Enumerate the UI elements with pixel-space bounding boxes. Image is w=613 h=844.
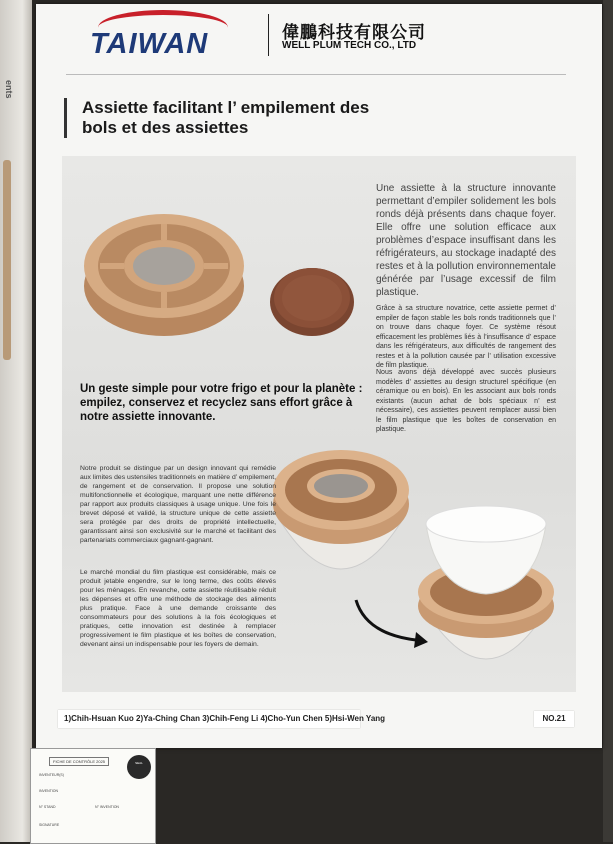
headline: Un geste simple pour votre frigo et pour la planète : empilez, conservez et recyclez sans effort grâce à notre assiette innovante.	[80, 383, 363, 423]
poster	[36, 4, 602, 748]
arrow-icon	[356, 600, 416, 640]
company-name-cn: 偉鵬科技有限公司	[282, 23, 426, 42]
wall-right	[603, 0, 613, 842]
bowl-with-plate-image	[273, 450, 409, 569]
company-name-en: WELL PLUM TECH CO., LTD	[282, 40, 417, 51]
card-row-invention-no: N° INVENTION	[95, 805, 119, 809]
award-seal-icon: SEAL	[127, 755, 151, 779]
neighbor-poster-image	[3, 160, 11, 360]
card-row-invention: INVENTION	[39, 789, 59, 793]
small-dish-image	[270, 268, 354, 336]
logo-text: TAIWAN	[90, 28, 209, 60]
card-header: FICHE DE CONTRÔLE 2025	[49, 757, 109, 766]
control-card	[30, 748, 156, 844]
body-paragraph-2: Le marché mondial du film plastique est considérable, mais ce produit jetable engendre, sur le long terme, des coûts élevés pour les ménages. En revanche, cette assiette réutilisable réduit les dépenses et offre une méthode de stockage des aliments plus pratique. Face à une demande croissante des consommateurs pour des solutions à la fois écologiques et pratiques, cette innovation est destinée à remplacer progressivement le film plastique et les boîtes de conservation, devenant ainsi un indispensable pour les foyers de demain.	[80, 569, 276, 648]
card-row-signature: SIGNATURE	[39, 823, 60, 827]
poster-title: Assiette facilitant l’ empilement des bols et des assiettes	[82, 98, 370, 137]
card-row-stand: N° STAND	[39, 805, 56, 809]
body-paragraph-1: Notre produit se distingue par un design innovant qui remédie aux limites des ustensiles traditionnels en matière d’ empilement, de rangement et de conservation. Il propose une solution multifonctionnelle et écologique, marquant une nette différence par rapport aux produits classiques à usage unique. Une fois le brevet déposé et validé, la structure unique de cette assiette sera protégée par des droits de propriété intellectuelle, garantissant ainsi son exclusivité sur le marché et facilitant des partenariats commerciaux gagnant-gagnant.	[80, 465, 276, 544]
wall-left	[0, 0, 32, 842]
neighbor-poster-text: ents	[4, 80, 14, 99]
wooden-plate-image	[84, 214, 244, 336]
models-paragraph: Nous avons déjà développé avec succès plusieurs modèles d’ assiettes au design structurel spécifique (en céramique ou en bois). En les associant aux bols ronds existants (aucun achat de bols spéciaux n’ est nécessaire), ces assiettes peuvent remplacer aussi bien le film plastique que les boîtes de conservation en plastique.	[376, 369, 556, 433]
intro-paragraph: Une assiette à la structure innovante permettant d’empiler solidement les bols ronds déjà présents dans chaque foyer. Elle offre une solution efficace aux problèmes d’espace insuffisant dans les réfrigérateurs, au stockage inadapté des restes et à la pollution environnementale générée par l’usage excessif de film plastique.	[376, 183, 556, 298]
poster-number: NO.21	[534, 711, 574, 727]
card-row-inventors: INVENTEUR(S)	[39, 773, 64, 777]
authors-label: 1)Chih-Hsuan Kuo 2)Ya-Ching Chan 3)Chih-Feng Li 4)Cho-Yun Chen 5)Hsi-Wen Yang	[58, 710, 360, 728]
stacked-bowls-image	[418, 506, 554, 659]
summary-paragraph: Grâce à sa structure novatrice, cette assiette permet d’ empiler de façon stable les bols ronds traditionnels que l’ on trouve dans chaque foyer. Ce système résout efficacement les problèmes liés à l’insuffisance d’ espace dans les réfrigérateurs, aux difficultés de rangement des restes et à la pollution causée par l’ utilisation excessive de film plastique.	[376, 305, 556, 369]
